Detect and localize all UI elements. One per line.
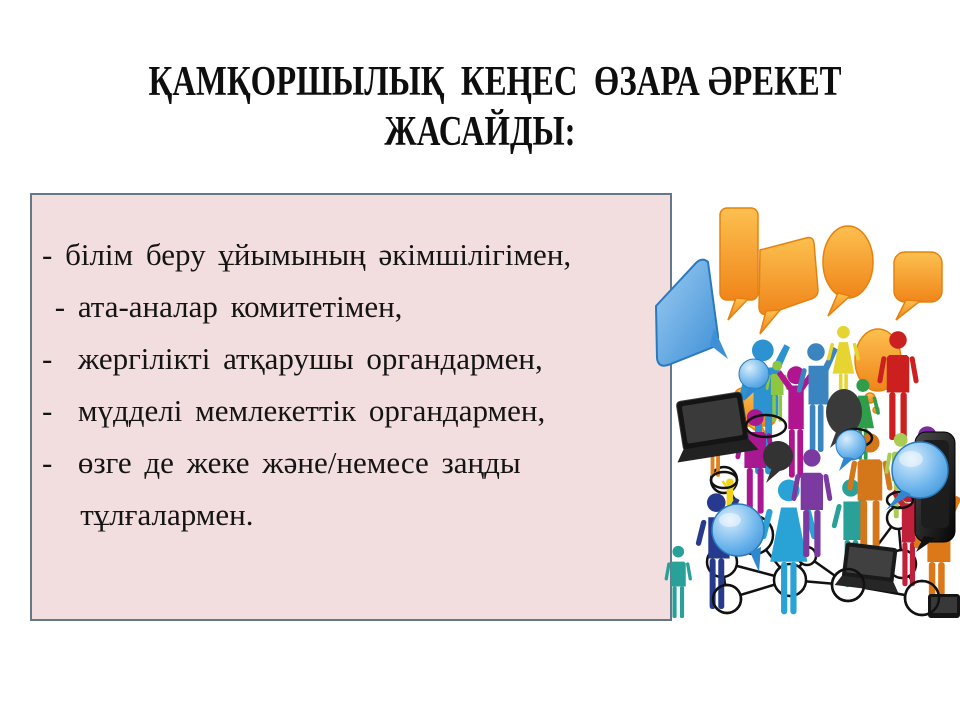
list-line: - мүдделі мемлекеттік органдармен, [42, 393, 546, 428]
person-icon [664, 546, 692, 618]
slide-title-line2: ЖАСАЙДЫ: [384, 109, 576, 155]
list-line: - білім беру ұйымының әкімшілігімен, [42, 237, 572, 272]
speech-bubble-icon [656, 260, 728, 366]
list-line: - жергілікті атқарушы органдармен, [42, 341, 543, 376]
list-line: - ата-аналар комитетімен, [42, 289, 403, 324]
people-network-illustration [648, 198, 960, 620]
content-textbox [30, 193, 672, 621]
laptop-icon [928, 594, 960, 618]
slide-title [55, 57, 905, 157]
list-line: - өзге де жеке және/немесе заңды [42, 445, 521, 480]
list-line: тұлғалармен. [42, 497, 254, 532]
chat-bubble-icon [763, 441, 793, 483]
slide-title-line1: ҚАМҚОРШЫЛЫҚ КЕҢЕС ӨЗАРА ӘРЕКЕТ [148, 59, 842, 105]
